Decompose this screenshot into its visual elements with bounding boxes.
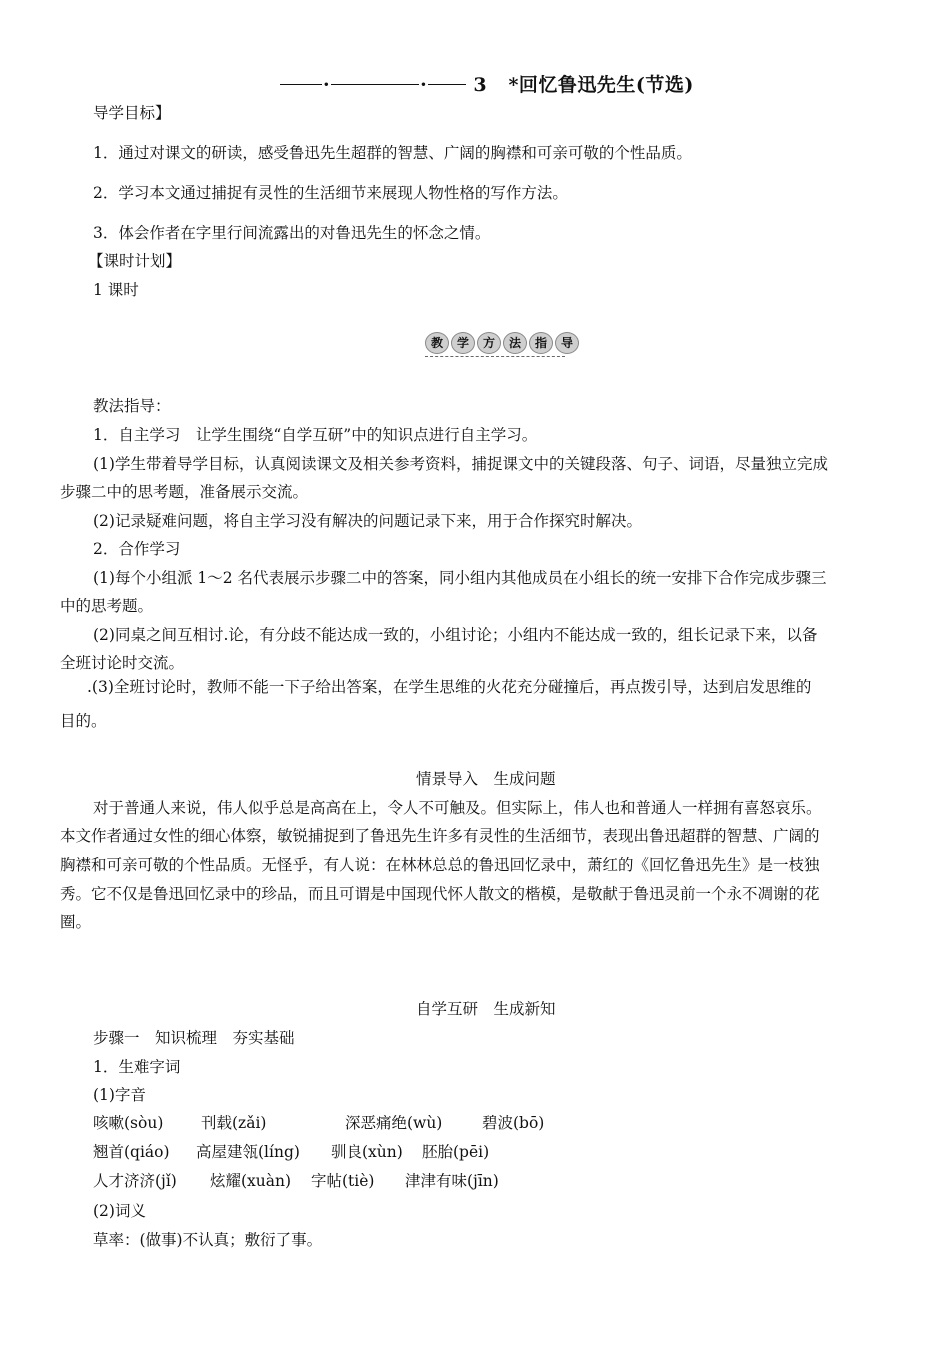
method-paragraph: .(3)全班讨论时，教师不能一下子给出答案，在学生思维的火花充分碰撞后，再点拨引导，达到启发思维的 <box>87 678 812 696</box>
pronunciation-item: 胚胎(pēi) <box>422 1143 490 1161</box>
badge-underline <box>425 356 565 357</box>
pronunciation-item: 翘首(qiáo) <box>93 1143 170 1161</box>
definition-item: 草率：(做事)不认真；敷衍了事。 <box>93 1231 323 1249</box>
intro-line: 胸襟和可亲可敬的个性品质。无怪乎，有人说：在林林总总的鲁迅回忆录中，萧红的《回忆鲁迅先生》是一枝独 <box>60 856 820 874</box>
pronunciation-item: 高屋建瓴(líng) <box>196 1143 300 1161</box>
method-heading: 教法指导： <box>93 397 171 415</box>
pronunciation-item: 碧波(bō) <box>482 1114 545 1132</box>
method-paragraph: 全班讨论时交流。 <box>60 654 185 672</box>
lesson-title: *回忆鲁迅先生(节选) <box>508 74 694 96</box>
method-paragraph: 中的思考题。 <box>60 597 154 615</box>
step-title: 步骤一 知识梳理 夯实基础 <box>93 1029 295 1047</box>
method-paragraph: 目的。 <box>60 712 107 730</box>
intro-line: 圈。 <box>60 913 92 931</box>
badge-char: 教 <box>425 332 449 354</box>
intro-line: 对于普通人来说，伟人似乎总是高高在上，令人不可触及。但实际上，伟人也和普通人一样拥有喜怒哀乐。 <box>93 799 822 817</box>
pronunciation-item: 驯良(xùn) <box>331 1143 403 1161</box>
badge-char: 指 <box>529 332 553 354</box>
method-section-title: 2．合作学习 <box>93 540 181 558</box>
subsection-title: (1)字音 <box>93 1086 146 1104</box>
badge-char: 学 <box>451 332 475 354</box>
pronunciation-item: 津津有味(jīn) <box>405 1172 499 1190</box>
objective-item: 1．通过对课文的研读，感受鲁迅先生超群的智慧、广阔的胸襟和可亲可敬的个性品质。 <box>93 144 692 162</box>
method-paragraph: 步骤二中的思考题，准备展示交流。 <box>60 483 309 501</box>
subsection-title: (2)词义 <box>93 1202 146 1220</box>
pronunciation-item: 人才济济(jǐ) <box>93 1172 177 1190</box>
lesson-number: 3 <box>473 74 488 96</box>
objective-item: 2．学习本文通过捕捉有灵性的生活细节来展现人物性格的写作方法。 <box>93 184 568 202</box>
method-paragraph: (1)学生带着导学目标，认真阅读课文及相关参考资料，捕捉课文中的关键段落、句子、词语，尽量独立完成 <box>93 455 828 473</box>
page-title: · · 3 *回忆鲁迅先生(节选) <box>280 70 694 97</box>
pronunciation-item: 深恶痛绝(wù) <box>345 1114 443 1132</box>
title-rule <box>331 84 419 85</box>
pronunciation-item: 字帖(tiè) <box>311 1172 375 1190</box>
pronunciation-item: 刊载(zǎi) <box>201 1114 267 1132</box>
badge-char: 方 <box>477 332 501 354</box>
method-paragraph: (2)记录疑难问题，将自主学习没有解决的问题记录下来，用于合作探究时解决。 <box>93 512 642 530</box>
intro-line: 本文作者通过女性的细心体察，敏锐捕捉到了鲁迅先生许多有灵性的生活细节，表现出鲁迅超群的智慧、广阔的 <box>60 827 820 845</box>
pronunciation-item: 炫耀(xuàn) <box>210 1172 292 1190</box>
section-heading: 情景导入 生成问题 <box>416 770 556 788</box>
subsection-title: 1．生难字词 <box>93 1058 181 1076</box>
section-heading: 自学互研 生成新知 <box>416 1000 556 1018</box>
plan-heading: 【课时计划】 <box>88 252 182 270</box>
method-paragraph: (1)每个小组派 1～2 名代表展示步骤二中的答案，同小组内其他成员在小组长的统一安排下合作完成步骤三 <box>93 569 827 587</box>
badge-char: 法 <box>503 332 527 354</box>
title-rule <box>280 84 322 85</box>
objective-item: 3．体会作者在字里行间流露出的对鲁迅先生的怀念之情。 <box>93 224 491 242</box>
method-paragraph: (2)同桌之间互相讨.论，有分歧不能达成一致的，小组讨论；小组内不能达成一致的，组长记录下来，以备 <box>93 626 818 644</box>
intro-line: 秀。它不仅是鲁迅回忆录中的珍品，而且可谓是中国现代怀人散文的楷模，是敬献于鲁迅灵前一个永不凋谢的花 <box>60 885 820 903</box>
method-badge <box>425 332 581 357</box>
pronunciation-item: 咳嗽(sòu) <box>93 1114 164 1132</box>
title-rule <box>428 84 466 85</box>
badge-char: 导 <box>555 332 579 354</box>
method-section-title: 1．自主学习 让学生围绕“自学互研”中的知识点进行自主学习。 <box>93 426 538 444</box>
objectives-heading: 导学目标】 <box>93 104 171 122</box>
plan-value: 1 课时 <box>93 281 139 299</box>
